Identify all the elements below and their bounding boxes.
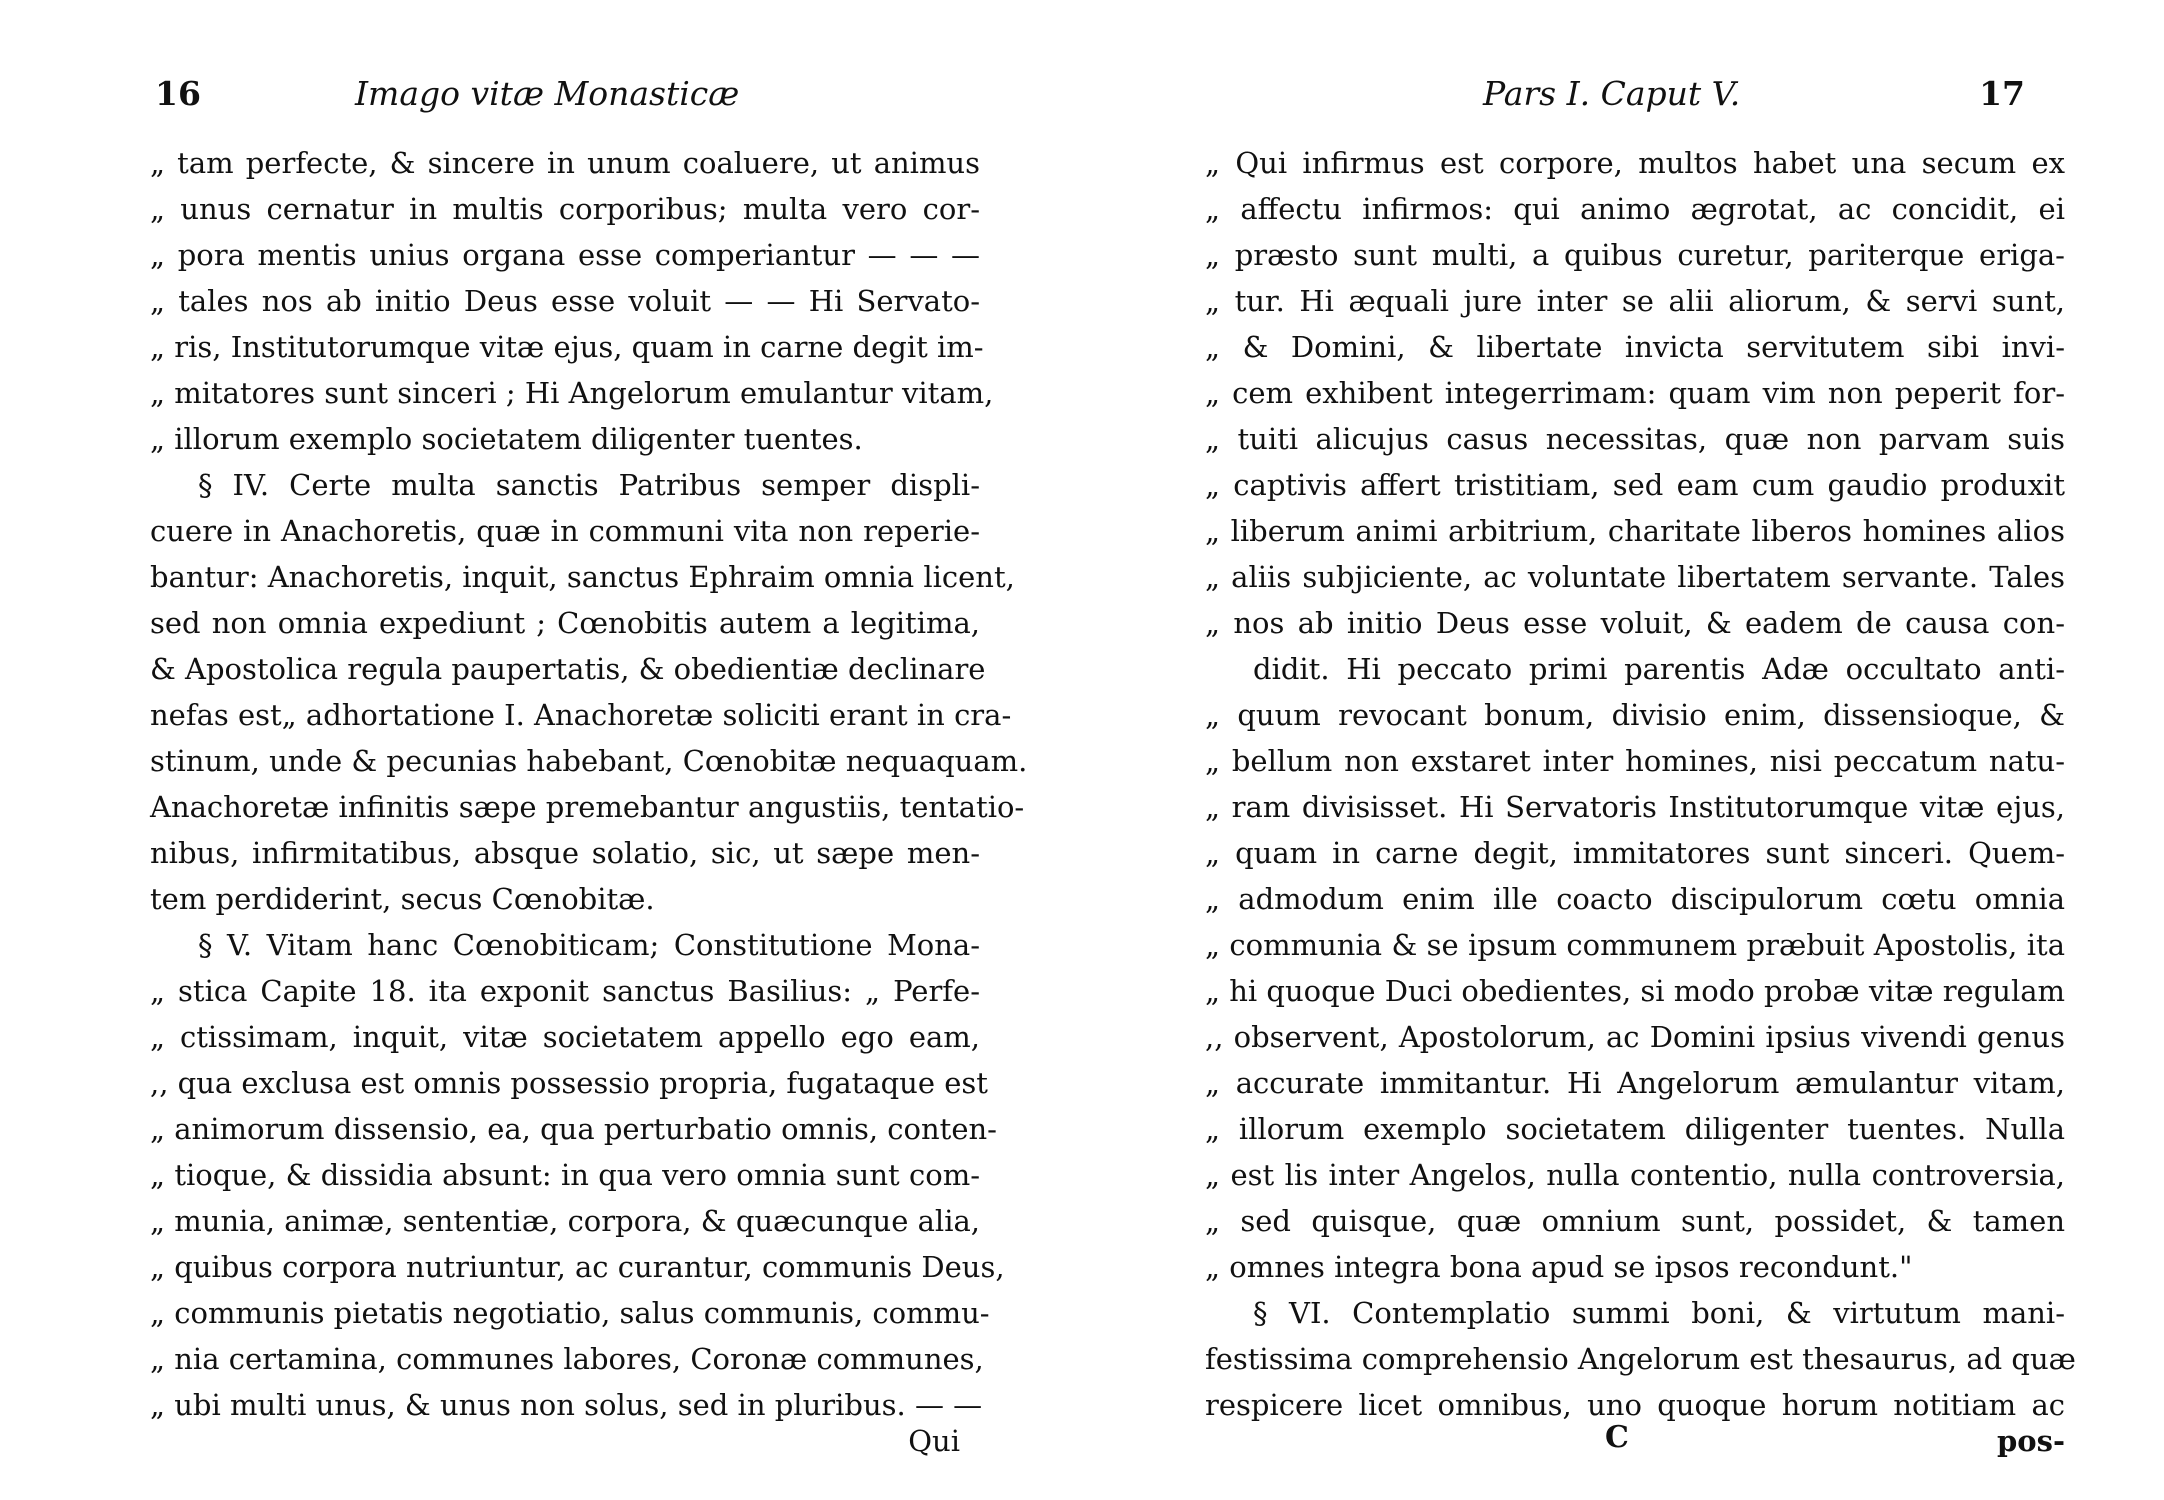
signature-mark: C bbox=[1605, 1420, 1629, 1455]
text-line: „ tioque, & dissidia absunt: in qua vero omnia sunt com- bbox=[150, 1158, 980, 1192]
left-catchword: Qui bbox=[908, 1424, 960, 1458]
right-page-number: 17 bbox=[1979, 74, 2025, 113]
text-line: „ pora mentis unius organa esse comperiantur — — — bbox=[150, 238, 980, 272]
text-line: „ sed quisque, quæ omnium sunt, possidet, & tamen bbox=[1205, 1204, 2065, 1238]
text-line: „ communis pietatis negotiatio, salus communis, commu- bbox=[150, 1296, 990, 1330]
text-line: & Apostolica regula paupertatis, & obedientiæ declinare bbox=[150, 652, 986, 686]
text-line: „ tuiti alicujus casus necessitas, quæ non parvam suis bbox=[1205, 422, 2065, 456]
text-line: Anachoretæ infinitis sæpe premebantur angustiis, tentatio- bbox=[150, 790, 1025, 824]
text-line: „ ris, Institutorumque vitæ ejus, quam in carne degit im- bbox=[150, 330, 984, 364]
text-line: „ nos ab initio Deus esse voluit, & eadem de causa con- bbox=[1205, 606, 2065, 640]
right-running-title: Pars I. Caput V. bbox=[1483, 74, 1741, 113]
text-line: „ affectu infirmos: qui animo ægrotat, ac concidit, ei bbox=[1205, 192, 2065, 226]
text-line: „ ram divisisset. Hi Servatoris Institutorumque vitæ ejus, bbox=[1205, 790, 2065, 824]
text-line: „ accurate immitantur. Hi Angelorum æmulantur vitam, bbox=[1205, 1066, 2065, 1100]
text-line: „ quum revocant bonum, divisio enim, dissensioque, & bbox=[1205, 698, 2065, 732]
text-line: „ ctissimam, inquit, vitæ societatem appello ego eam, bbox=[150, 1020, 980, 1054]
text-line: „ nia certamina, communes labores, Coronæ communes, bbox=[150, 1342, 984, 1376]
text-line: „ aliis subjiciente, ac voluntate libertatem servante. Tales bbox=[1205, 560, 2065, 594]
text-line: „ quibus corpora nutriuntur, ac curantur, communis Deus, bbox=[150, 1250, 1005, 1284]
text-line: didit. Hi peccato primi parentis Adæ occultato anti- bbox=[1253, 652, 2065, 686]
text-line: tem perdiderint, secus Cœnobitæ. bbox=[150, 882, 655, 916]
right-page-header bbox=[1205, 74, 2065, 114]
text-line: „ illorum exemplo societatem diligenter tuentes. Nulla bbox=[1205, 1112, 2065, 1146]
text-line: „ cem exhibent integerrimam: quam vim non peperit for- bbox=[1205, 376, 2065, 410]
text-line: „ tur. Hi æquali jure inter se alii aliorum, & servi sunt, bbox=[1205, 284, 2065, 318]
text-line: „ bellum non exstaret inter homines, nisi peccatum natu- bbox=[1205, 744, 2065, 778]
text-line: ,, qua exclusa est omnis possessio propria, fugataque est bbox=[150, 1066, 988, 1100]
text-line: festissima comprehensio Angelorum est thesaurus, ad quæ bbox=[1205, 1342, 2076, 1376]
right-catchword: pos- bbox=[1997, 1424, 2065, 1458]
text-line: „ mitatores sunt sinceri ; Hi Angelorum emulantur vitam, bbox=[150, 376, 994, 410]
text-line: „ ubi multi unus, & unus non solus, sed in pluribus. — — bbox=[150, 1388, 983, 1422]
text-line: stinum, unde & pecunias habebant, Cœnobitæ nequaquam. bbox=[150, 744, 1028, 778]
section-v-start: § V. Vitam hanc Cœnobiticam; Constitutione Mona- bbox=[198, 928, 980, 962]
text-line: „ illorum exemplo societatem diligenter tuentes. bbox=[150, 422, 863, 456]
text-line: „ liberum animi arbitrium, charitate liberos homines alios bbox=[1205, 514, 2065, 548]
text-line: „ quam in carne degit, immitatores sunt sinceri. Quem- bbox=[1205, 836, 2065, 870]
text-line: bantur: Anachoretis, inquit, sanctus Ephraim omnia licent, bbox=[150, 560, 1015, 594]
text-line: „ tam perfecte, & sincere in unum coaluere, ut animus bbox=[150, 146, 980, 180]
text-line: „ admodum enim ille coacto discipulorum cœtu omnia bbox=[1205, 882, 2065, 916]
text-line: „ omnes integra bona apud se ipsos recondunt." bbox=[1205, 1250, 1913, 1284]
text-line: „ tales nos ab initio Deus esse voluit — — Hi Servato- bbox=[150, 284, 980, 318]
left-running-title: Imago vitæ Monasticæ bbox=[355, 74, 740, 113]
left-page-text bbox=[150, 140, 1028, 1428]
text-line: „ captivis affert tristitiam, sed eam cum gaudio produxit bbox=[1205, 468, 2065, 502]
text-line: nefas est„ adhortatione I. Anachoretæ soliciti erant in cra- bbox=[150, 698, 1012, 732]
text-line: sed non omnia expediunt ; Cœnobitis autem a legitima, bbox=[150, 606, 980, 640]
text-line: „ est lis inter Angelos, nulla contentio, nulla controversia, bbox=[1205, 1158, 2065, 1192]
text-line: „ & Domini, & libertate invicta servitutem sibi invi- bbox=[1205, 330, 2065, 364]
text-line: „ communia & se ipsum communem præbuit Apostolis, ita bbox=[1205, 928, 2065, 962]
text-line: respicere licet omnibus, uno quoque horum notitiam ac bbox=[1205, 1388, 2065, 1422]
left-page-number: 16 bbox=[155, 74, 201, 113]
text-line: „ præsto sunt multi, a quibus curetur, pariterque eriga- bbox=[1205, 238, 2065, 272]
text-line: cuere in Anachoretis, quæ in communi vita non reperie- bbox=[150, 514, 980, 548]
text-line: „ unus cernatur in multis corporibus; multa vero cor- bbox=[150, 192, 980, 226]
text-line: ,, observent, Apostolorum, ac Domini ipsius vivendi genus bbox=[1205, 1020, 2065, 1054]
text-line: „ stica Capite 18. ita exponit sanctus Basilius: „ Perfe- bbox=[150, 974, 980, 1008]
text-line: „ munia, animæ, sententiæ, corpora, & quæcunque alia, bbox=[150, 1204, 980, 1238]
left-page-header bbox=[150, 74, 980, 114]
section-iv-start: § IV. Certe multa sanctis Patribus semper displi- bbox=[198, 468, 980, 502]
text-line: „ hi quoque Duci obedientes, si modo probæ vitæ regulam bbox=[1205, 974, 2066, 1008]
text-line: „ animorum dissensio, ea, qua perturbatio omnis, conten- bbox=[150, 1112, 997, 1146]
text-line: „ Qui infirmus est corpore, multos habet una secum ex bbox=[1205, 146, 2065, 180]
right-page-text bbox=[1205, 140, 2076, 1428]
text-line: nibus, infirmitatibus, absque solatio, sic, ut sæpe men- bbox=[150, 836, 980, 870]
section-vi-start: § VI. Contemplatio summi boni, & virtutum mani- bbox=[1253, 1296, 2065, 1330]
